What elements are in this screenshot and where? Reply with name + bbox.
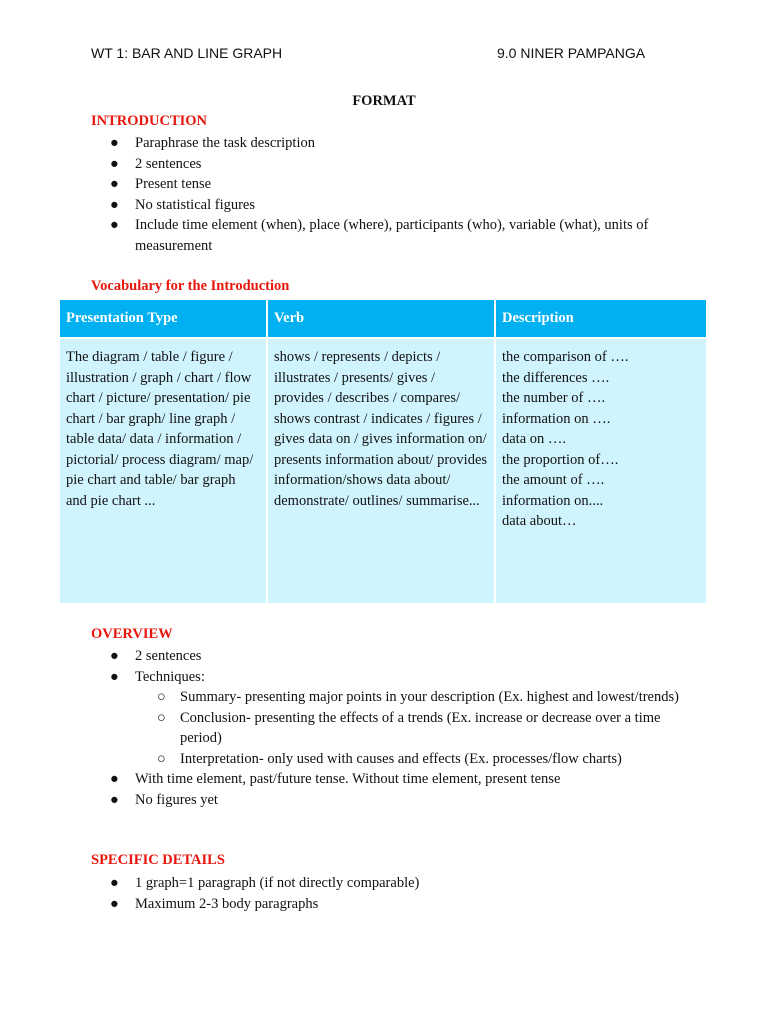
introduction-heading: INTRODUCTION [91, 113, 208, 129]
description-line: information on.... [502, 492, 604, 509]
cell-verbs: shows / represents / depicts / illustrates / presents/ gives / provides / describes / compares/ shows contrast / indicates / figures / gives data on / gives information on/ presents information about/ provides information/shows data about/ demonstrate/ outlines/ summarise... [268, 339, 494, 603]
page-title: FORMAT [352, 93, 416, 109]
circle-bullet-icon: ○ [157, 750, 166, 767]
bullet-icon: ● [110, 135, 119, 151]
list-item: ● Techniques: ○ Summary- presenting major points in your description (Ex. highest and lowest/trends) ○ Conclusion- presenting the effects of a trends (Ex. increase or decrease over a time period) ○ Interpretation- only used with causes and effects (Ex. processes/flow charts) [110, 667, 680, 770]
techniques-list [135, 687, 680, 769]
description-line: the comparison of …. [502, 349, 629, 365]
list-item: ○ Summary- presenting major points in your description (Ex. highest and lowest/trends) [135, 687, 680, 708]
header-left: WT 1: BAR AND LINE GRAPH [91, 45, 283, 61]
list-item: ● Include time element (when), place (where), participants (who), variable (what), units of measurement [110, 217, 649, 254]
cell-descriptions [496, 339, 706, 603]
description-line: the differences …. [502, 369, 610, 386]
list-item: ● No statistical figures [110, 195, 680, 216]
column-header-presentation-type: Presentation Type [60, 300, 266, 337]
description-line: the amount of …. [502, 472, 605, 488]
bullet-icon: ● [110, 217, 119, 233]
specific-details-heading: SPECIFIC DETAILS [91, 852, 225, 868]
table-row [60, 339, 706, 603]
specific-details-list [110, 873, 680, 914]
list-item: ● Present tense [110, 174, 680, 195]
list-item: ○ Conclusion- presenting the effects of a trends (Ex. increase or decrease over a time period) [157, 709, 661, 746]
list-item: ● No figures yet [110, 790, 680, 811]
description-line: the proportion of…. [502, 451, 619, 468]
bullet-icon: ● [110, 196, 119, 213]
list-item: ○ Interpretation- only used with causes and effects (Ex. processes/flow charts) [135, 749, 680, 770]
list-item: ● 1 graph=1 paragraph (if not directly comparable) [110, 873, 680, 894]
overview-heading: OVERVIEW [91, 626, 173, 642]
list-item: ● With time element, past/future tense. Without time element, present tense [110, 769, 680, 790]
column-header-description: Description [496, 300, 706, 337]
cell-presentation-types: The diagram / table / figure / illustration / graph / chart / flow chart / picture/ presentation/ pie chart / bar graph/ line graph / table data/ data / information / pictorial/ process diagram/ map/ pie chart and table/ bar graph and pie chart ... [60, 339, 266, 603]
bullet-icon: ● [110, 771, 119, 787]
table-header-row [60, 300, 706, 337]
introduction-list [110, 133, 680, 256]
description-line: information on …. [502, 410, 611, 427]
description-line: data about… [502, 513, 577, 529]
list-item: ● 2 sentences [110, 646, 680, 667]
description-line: data on …. [502, 431, 567, 447]
circle-bullet-icon: ○ [157, 709, 166, 726]
bullet-icon: ● [110, 791, 119, 808]
list-item: ● Paraphrase the task description [110, 133, 680, 154]
bullet-icon: ● [110, 155, 119, 172]
bullet-icon: ● [110, 648, 119, 664]
bullet-icon: ● [110, 176, 119, 192]
bullet-icon: ● [110, 668, 119, 685]
header-right: 9.0 NINER PAMPANGA [497, 45, 646, 61]
circle-bullet-icon: ○ [157, 689, 166, 705]
column-header-verb: Verb [268, 300, 494, 337]
vocab-heading: Vocabulary for the Introduction [91, 278, 290, 294]
list-item: ● 2 sentences [110, 154, 680, 175]
overview-list [110, 646, 680, 810]
description-line: the number of …. [502, 390, 606, 406]
list-item: ● Maximum 2-3 body paragraphs [110, 894, 680, 915]
bullet-icon: ● [110, 875, 119, 891]
bullet-icon: ● [110, 895, 119, 912]
vocab-table [58, 298, 708, 605]
